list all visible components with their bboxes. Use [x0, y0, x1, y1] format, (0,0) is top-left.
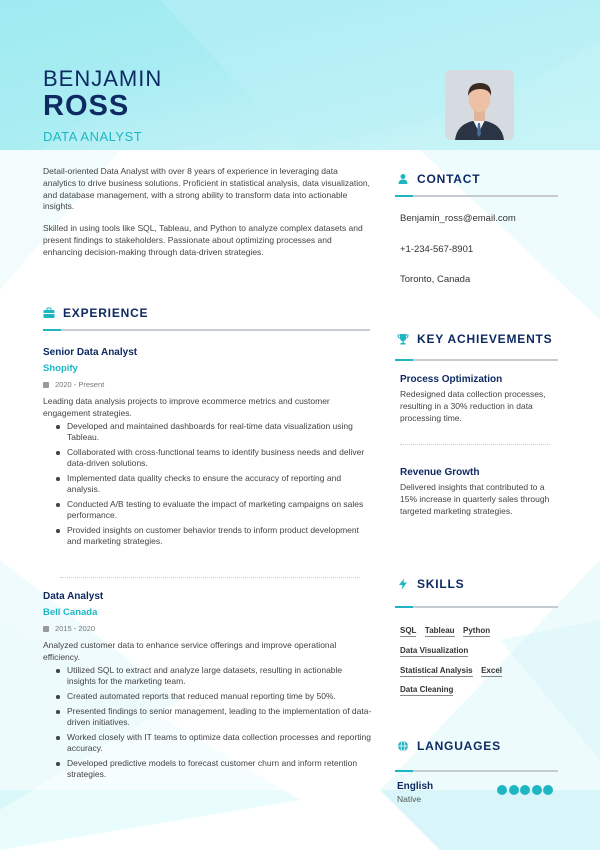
skill-tag: Excel [481, 666, 502, 675]
skills-row [400, 640, 468, 658]
achievements-title: KEY ACHIEVEMENTS [417, 332, 553, 346]
rating-dot [497, 785, 507, 795]
job-dates-text: 2020 - Present [55, 380, 105, 389]
experience-title: EXPERIENCE [63, 306, 149, 320]
bullet-item: Utilized SQL to extract and analyze large datasets, resulting in actionable insights for the marketing team. [43, 665, 373, 687]
calendar-icon [43, 382, 49, 388]
skills-heading [397, 577, 464, 591]
globe-icon [397, 740, 409, 752]
job-title: Senior Data Analyst [43, 347, 138, 358]
job-bullets [43, 421, 373, 547]
bullet-item: Conducted A/B testing to evaluate the impact of marketing campaigns on sales performance. [43, 499, 373, 521]
job-description: Leading data analysis projects to improve ecommerce metrics and customer engagement strategies. [43, 396, 330, 418]
achievement-description: Delivered insights that contributed to a 15% increase in quarterly sales through targeted marketing strategies. [400, 482, 550, 516]
job-bullets [43, 665, 373, 780]
skills-row [400, 679, 453, 697]
bullet-item: Worked closely with IT teams to optimize data collection processes and reporting accuracy. [43, 732, 373, 754]
achievement-title: Process Optimization [400, 374, 503, 385]
rating-dot [543, 785, 553, 795]
job-title: Data Analyst [43, 591, 104, 602]
contact-location: Toronto, Canada [400, 274, 471, 285]
profile-photo [445, 70, 514, 140]
experience-heading [43, 306, 148, 320]
skill-tag: Statistical Analysis [400, 666, 473, 675]
job-role: DATA ANALYST [43, 129, 143, 144]
language-rating [497, 782, 555, 800]
bullet-item: Collaborated with cross-functional teams to identify business needs and deliver data-driven solutions. [43, 447, 373, 469]
rating-dot [532, 785, 542, 795]
contact-divider [395, 195, 558, 197]
job-separator [60, 577, 360, 578]
skill-tag: Python [463, 626, 491, 635]
last-name: ROSS [43, 90, 130, 122]
briefcase-icon [43, 307, 55, 319]
contact-heading [397, 172, 480, 186]
job-dates-text: 2015 - 2020 [55, 624, 96, 633]
lightning-icon [397, 578, 409, 590]
skills-divider [395, 606, 558, 608]
company-name: Bell Canada [43, 607, 98, 618]
job-entry-1 [43, 347, 373, 551]
achievement-title: Revenue Growth [400, 467, 480, 478]
trophy-icon [397, 333, 409, 345]
achievement-separator [400, 444, 550, 445]
summary-paragraph-1: Detail-oriented Data Analyst with over 8 years of experience in leveraging data analytics to drive business solutions. Proficient in statistical analysis, data visualization, and database management, with a strong ability to transform data into actionable insights. [43, 166, 370, 212]
contact-phone[interactable]: +1-234-567-8901 [400, 244, 474, 255]
languages-heading [397, 739, 501, 753]
language-name: English [397, 781, 434, 792]
skills-title: SKILLS [417, 577, 465, 591]
first-name: BENJAMIN [43, 66, 163, 91]
achievement-item [400, 467, 550, 517]
company-name: Shopify [43, 363, 78, 374]
rating-dot [520, 785, 530, 795]
languages-divider [395, 770, 558, 772]
achievements-heading [397, 332, 553, 346]
contact-email[interactable]: Benjamin_ross@email.com [400, 213, 516, 224]
experience-divider [43, 329, 370, 331]
bullet-item: Presented findings to senior management, leading to the implementation of data-driven initiatives. [43, 706, 373, 728]
profile-summary [43, 166, 373, 269]
skill-tag: Tableau [424, 626, 455, 635]
achievement-description: Redesigned data collection processes, resulting in a 30% reduction in data processing time. [400, 389, 546, 423]
bullet-item: Developed and maintained dashboards for real-time data visualization using Tableau. [43, 421, 373, 443]
skills-row [400, 620, 490, 638]
language-level: Native [397, 794, 422, 804]
skills-row [400, 660, 502, 678]
achievement-item [400, 374, 550, 424]
bullet-item: Implemented data quality checks to ensure the accuracy of reporting and analysis. [43, 473, 373, 495]
bullet-item: Created automated reports that reduced manual reporting time by 50%. [43, 691, 373, 702]
job-entry-2 [43, 591, 373, 784]
rating-dot [509, 785, 519, 795]
job-description: Analyzed customer data to enhance service offerings and improve operational efficiency. [43, 640, 337, 662]
languages-title: LANGUAGES [417, 739, 501, 753]
job-dates [43, 380, 373, 389]
job-dates [43, 624, 373, 633]
skill-tag: Data Visualization [400, 646, 469, 655]
skill-tag: Data Cleaning [400, 685, 454, 694]
bullet-item: Developed predictive models to forecast customer churn and inform retention strategies. [43, 758, 373, 780]
achievements-divider [395, 359, 558, 361]
skill-tag: SQL [400, 626, 417, 635]
user-icon [397, 173, 409, 185]
summary-paragraph-2: Skilled in using tools like SQL, Tableau, and Python to analyze complex datasets and present findings to stakeholders. Passionate about optimizing processes and enhancing decision-making through data-driven strategies. [43, 223, 363, 257]
calendar-icon [43, 626, 49, 632]
contact-title: CONTACT [417, 172, 481, 186]
bullet-item: Provided insights on customer behavior trends to inform product development and marketing strategies. [43, 525, 373, 547]
